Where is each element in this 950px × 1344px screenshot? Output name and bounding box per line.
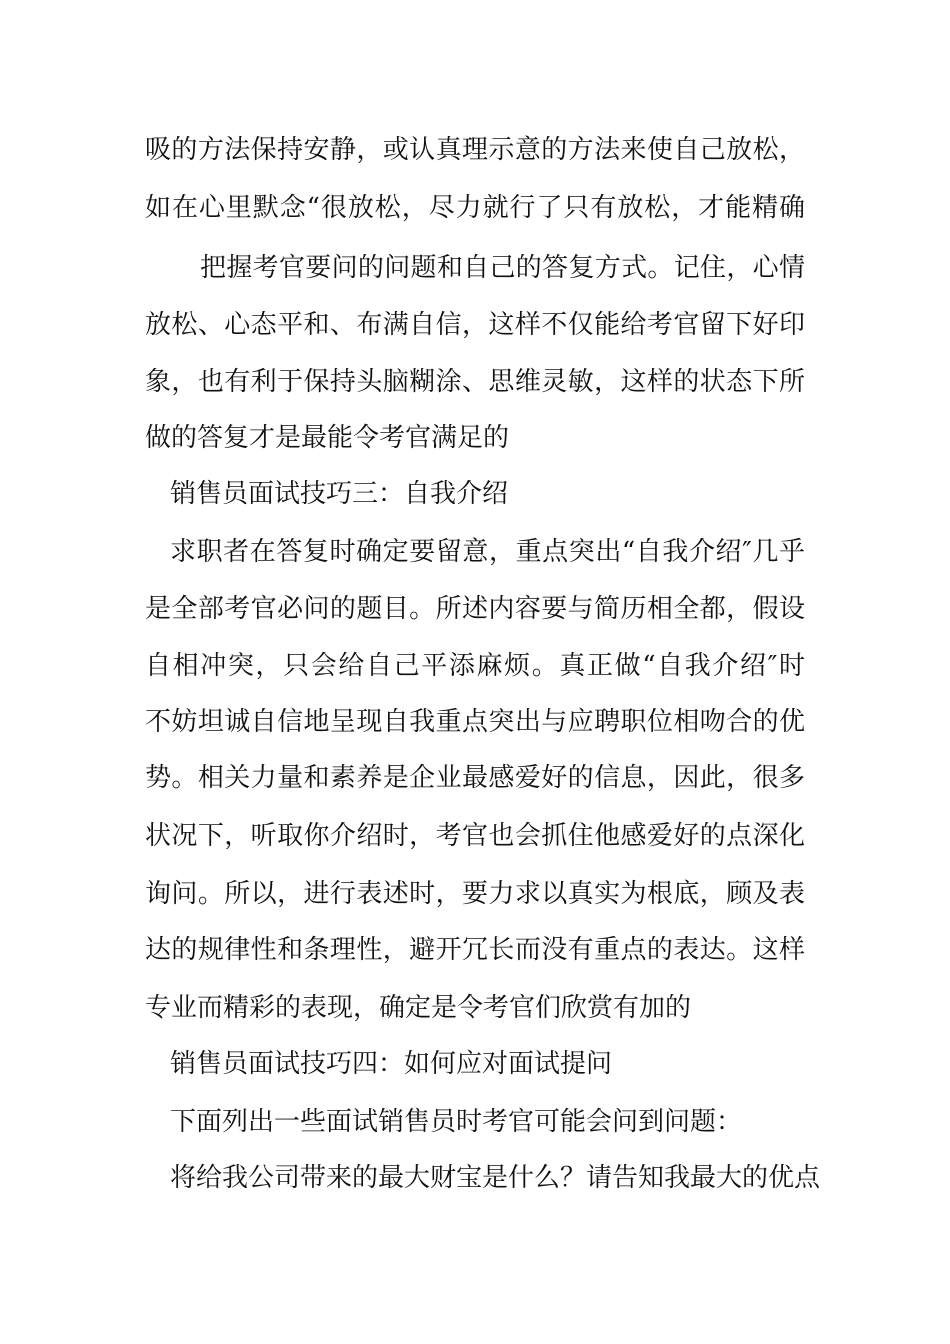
paragraph-line: 询问。所以，进行表述时，要力求以真实为根底，顾及表 [145, 879, 805, 909]
paragraph-line: 势。相关力量和素养是企业最感爱好的信息，因此，很多 [145, 763, 805, 793]
section-heading: 销售员面试技巧四：如何应对面试提问 [170, 1049, 613, 1079]
paragraph-line: 如在心里默念“很放松，尽力就行了只有放松，才能精确 [145, 193, 805, 223]
paragraph-line: 是全部考官必问的题目。所述内容要与简历相全都，假设 [145, 594, 805, 624]
paragraph-line: 达的规律性和条理性，避开冗长而没有重点的表达。这样 [145, 935, 805, 965]
paragraph-line: 专业而精彩的表现，确定是令考官们欣赏有加的 [145, 993, 692, 1023]
paragraph-line: 求职者在答复时确定要留意，重点突出“自我介绍″几乎 [170, 537, 805, 567]
section-heading: 销售员面试技巧三：自我介绍 [170, 479, 509, 509]
paragraph-line: 状况下，听取你介绍时，考官也会抓住他感爱好的点深化 [145, 821, 805, 851]
paragraph-line: 把握考官要问的问题和自己的答复方式。记住，心情 [200, 253, 805, 283]
paragraph-line: 将给我公司带来的最大财宝是什么？请告知我最大的优点 [170, 1163, 821, 1193]
paragraph-line: 吸的方法保持安静，或认真理示意的方法来使自己放松， [145, 135, 805, 165]
paragraph-line: 象，也有利于保持头脑糊涂、思维灵敏，这样的状态下所 [145, 367, 805, 397]
paragraph-line: 做的答复才是最能令考官满足的 [145, 423, 510, 453]
paragraph-line: 自相冲突，只会给自己平添麻烦。真正做“自我介绍″时 [145, 651, 805, 681]
paragraph-line: 下面列出一些面试销售员时考官可能会问到问题： [170, 1107, 743, 1137]
paragraph-line: 不妨坦诚自信地呈现自我重点突出与应聘职位相吻合的优 [145, 707, 805, 737]
paragraph-line: 放松、心态平和、布满自信，这样不仅能给考官留下好印 [145, 310, 805, 340]
